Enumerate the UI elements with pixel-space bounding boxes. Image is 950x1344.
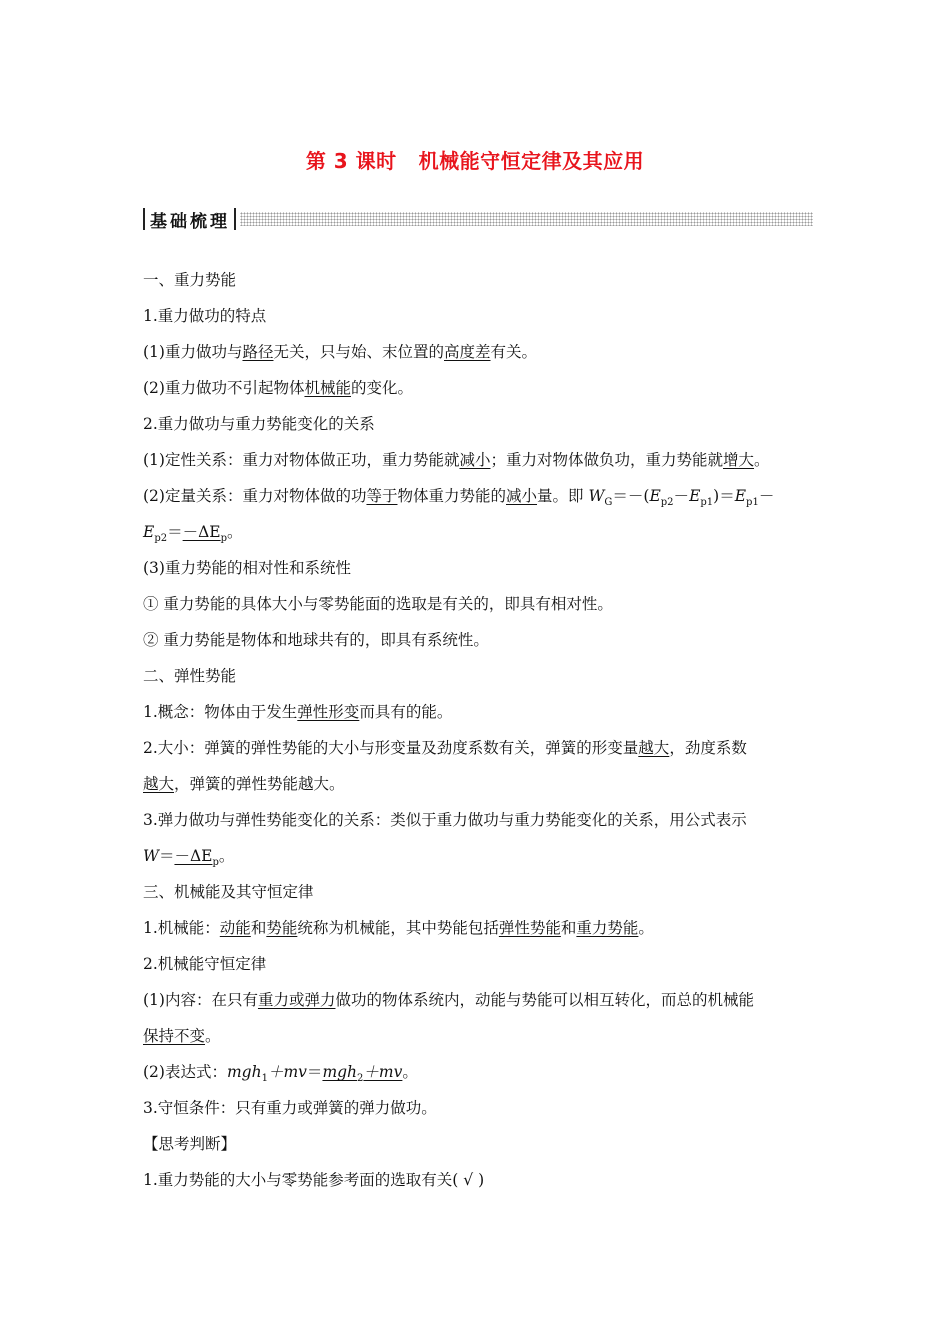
answer-blank: 等于 [366, 487, 398, 505]
paragraph: 1.机械能：动能和势能统称为机械能，其中势能包括弹性势能和重力势能。 [143, 919, 654, 937]
answer-blank: $-\Delta E_p$ [182, 523, 228, 545]
thinking-judgement-heading: 【思考判断】 [143, 1135, 237, 1153]
paragraph: 3.弹力做功与弹性势能变化的关系：类似于重力做功与重力势能变化的关系，用公式表示 [143, 811, 747, 829]
paragraph: (1)重力做功与路径无关，只与始、末位置的高度差有关。 [143, 343, 538, 361]
heading-gravitational-pe: 一、重力势能 [143, 271, 237, 289]
answer-blank: 重力或弹力 [257, 991, 336, 1009]
subheading-gravity-work: 1.重力做功的特点 [143, 307, 267, 325]
subheading-work-pe-relation: 2.重力做功与重力势能变化的关系 [143, 415, 375, 433]
paragraph: $E_{p2}=-\Delta E_p$。 [143, 523, 243, 545]
answer-blank: 弹性形变 [297, 703, 360, 721]
answer-blank: mgh$_2$＋mv [322, 1063, 403, 1085]
paragraph: (1)内容：在只有重力或弹力做功的物体系统内，动能与势能可以相互转化，而总的机械能 [143, 991, 754, 1009]
heading-mechanical-energy: 三、机械能及其守恒定律 [143, 883, 314, 901]
answer-blank: $-\Delta E_p$ [174, 847, 219, 869]
paragraph: $W=-\Delta E_p$。 [143, 847, 235, 869]
answer-blank: 路径 [242, 343, 274, 361]
answer-blank: 减小 [459, 451, 491, 469]
document-body [143, 262, 823, 1198]
paragraph: ① 重力势能的具体大小与零势能面的选取是有关的，即具有相对性。 [143, 595, 613, 613]
answer-blank: 动能 [219, 919, 251, 937]
paragraph: 保持不变。 [143, 1027, 221, 1045]
paragraph: (1)定性关系：重力对物体做正功，重力势能就减小；重力对物体做负功，重力势能就增大。 [143, 451, 770, 469]
page-title: 第 3 课时 机械能守恒定律及其应用 [305, 149, 645, 173]
paragraph: (3)重力势能的相对性和系统性 [143, 559, 351, 577]
section-header [143, 206, 813, 232]
paragraph: ② 重力势能是物体和地球共有的，即具有系统性。 [143, 631, 489, 649]
answer-blank: 高度差 [444, 343, 491, 361]
answer-blank: 势能 [266, 919, 298, 937]
answer-blank: 越大 [638, 739, 670, 757]
paragraph: (2)重力做功不引起物体机械能的变化。 [143, 379, 413, 397]
paragraph: (2)定量关系：重力对物体做的功等于物体重力势能的减小量。即 $W_G=-(E_{p2}-E_{p1})=E_{p1}-$ [143, 487, 775, 509]
subheading-conservation-law: 2.机械能守恒定律 [143, 955, 267, 973]
answer-blank: 弹性势能 [498, 919, 561, 937]
heading-elastic-pe: 二、弹性势能 [143, 667, 237, 685]
section-header-label: 基础梳理 [150, 211, 230, 232]
answer-blank: 增大 [723, 451, 755, 469]
section-header-dotted-fill [240, 212, 813, 226]
section-header-right-bar [234, 208, 236, 230]
paragraph: (2)表达式：mgh$_1$＋mv＝mgh$_2$＋mv。 [143, 1063, 418, 1085]
paragraph: 3.守恒条件：只有重力或弹簧的弹力做功。 [143, 1099, 437, 1117]
paragraph: 1.概念：物体由于发生弹性形变而具有的能。 [143, 703, 453, 721]
answer-blank: 保持不变 [143, 1027, 206, 1045]
paragraph: 2.大小：弹簧的弹性势能的大小与形变量及劲度系数有关，弹簧的形变量越大，劲度系数 [143, 739, 747, 757]
answer-blank: 机械能 [304, 379, 351, 397]
answer-blank: 减小 [506, 487, 538, 505]
judgement-item: 1.重力势能的大小与零势能参考面的选取有关( √ ) [143, 1171, 485, 1189]
paragraph: 越大，弹簧的弹性势能越大。 [143, 775, 345, 793]
answer-blank: 重力势能 [576, 919, 639, 937]
answer-blank: 越大 [143, 775, 175, 793]
